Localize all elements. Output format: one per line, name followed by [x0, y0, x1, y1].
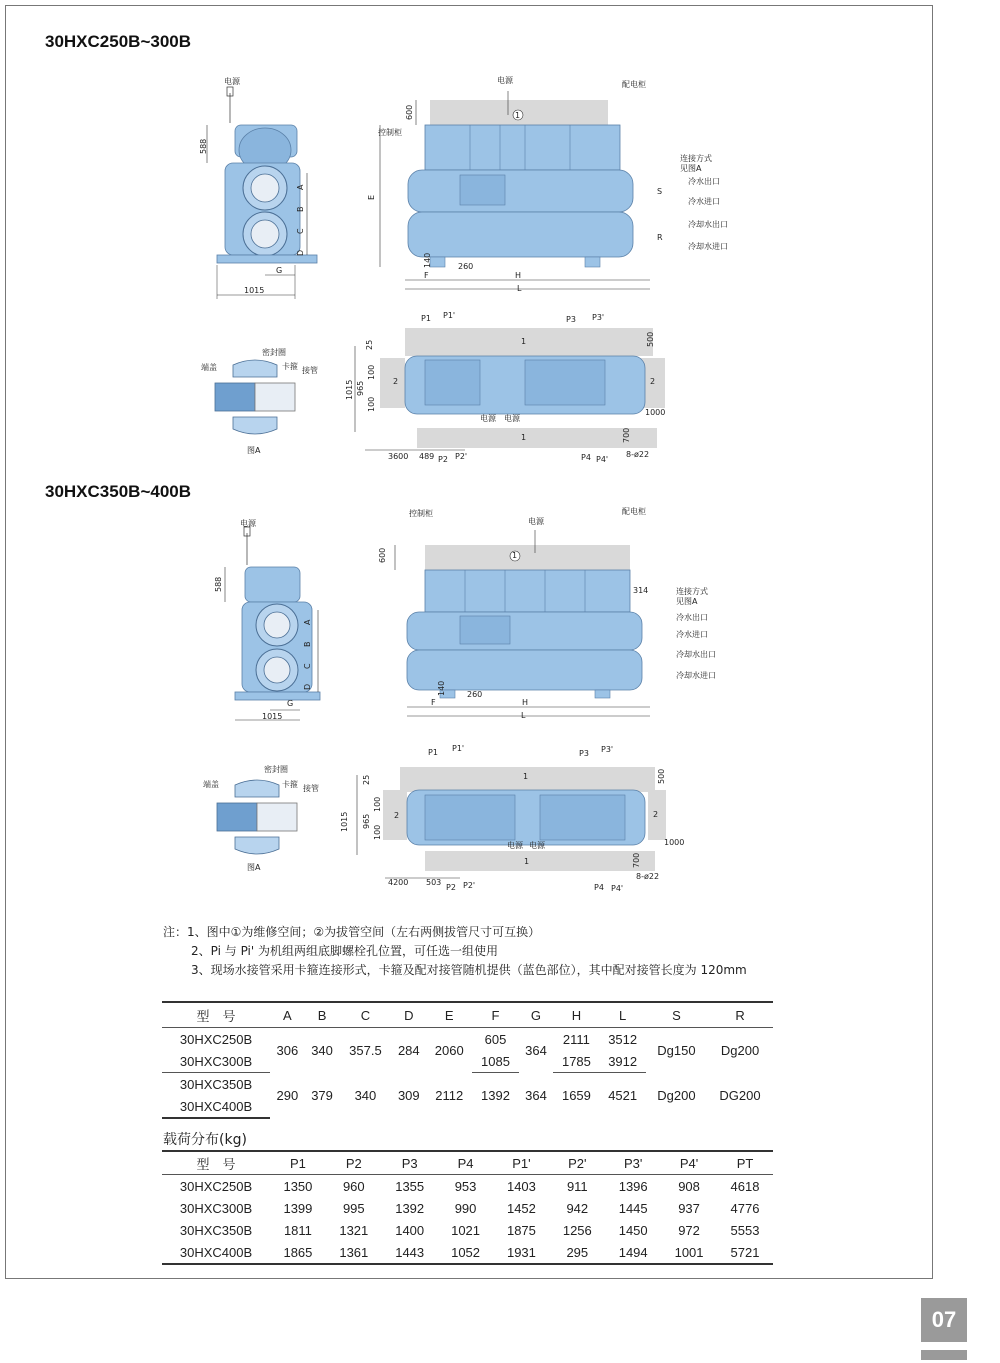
model-cell: 30HXC400B — [162, 1241, 270, 1264]
cell-H: 1785 — [553, 1050, 599, 1073]
cell-H: 1659 — [561, 1088, 591, 1103]
dim-3600: 3600 — [388, 452, 409, 461]
dim-H: H — [515, 271, 522, 280]
load-cell: 937 — [678, 1200, 700, 1216]
point-P4: P4 — [594, 883, 604, 892]
cell-H: 2111 — [562, 1031, 590, 1047]
dim-F: F — [424, 271, 429, 280]
pipe-label: 接管 — [303, 784, 319, 793]
chilled-water-outlet: 冷水出口 — [676, 613, 708, 622]
cell-L: 3512 — [608, 1031, 638, 1047]
load-cell: 953 — [454, 1178, 477, 1194]
dim-700: 700 — [622, 427, 631, 443]
cell-S: Dg200 — [657, 1087, 696, 1103]
col-header: P1' — [494, 1151, 550, 1175]
dim-E: E — [367, 194, 376, 200]
cell-L: 4521 — [608, 1088, 638, 1103]
load-cell: 972 — [678, 1222, 700, 1238]
load-cell: 942 — [566, 1200, 589, 1216]
power-label: 电源 — [224, 77, 240, 86]
model-cell: 30HXC350B — [179, 1076, 253, 1092]
plan-view-drawing — [345, 320, 675, 465]
cell-F: 1392 — [481, 1088, 510, 1103]
circle-1-label: 1 — [515, 111, 521, 120]
power-tag-1: 电源 — [480, 414, 496, 423]
cell-A: 306 — [276, 1042, 299, 1058]
dim-314: 314 — [633, 586, 649, 595]
point-P3: P3 — [566, 315, 576, 324]
circle-2-right: 2 — [653, 810, 659, 819]
load-cell: 1052 — [438, 1241, 494, 1264]
dim-A: A — [296, 184, 305, 190]
load-cell: 1355 — [395, 1178, 425, 1194]
col-header: 型 号 — [162, 1002, 270, 1028]
col-header: H — [553, 1002, 599, 1028]
distribution-panel-label: 配电柜 — [622, 507, 646, 516]
cell-A: 290 — [276, 1087, 299, 1103]
load-cell: 1001 — [661, 1241, 717, 1264]
cell-G: 364 — [525, 1042, 547, 1058]
load-cell: 5721 — [717, 1241, 773, 1264]
dim-1015: 1015 — [244, 286, 265, 295]
point-P1-prime: P1' — [443, 311, 456, 320]
figure-a-label: 图A — [247, 863, 261, 872]
cell-D: 309 — [397, 1087, 420, 1103]
circle-1-label: 1 — [512, 551, 518, 560]
col-header: 型 号 — [162, 1151, 270, 1175]
load-cell: 911 — [566, 1178, 588, 1194]
dim-1000: 1000 — [664, 838, 685, 847]
end-cap-label: 端盖 — [201, 363, 217, 372]
col-header: C — [339, 1002, 391, 1028]
col-header: L — [600, 1002, 646, 1028]
col-header: P3' — [605, 1151, 661, 1175]
load-cell: 908 — [678, 1178, 700, 1194]
dim-588: 588 — [214, 576, 223, 592]
cell-L: 3912 — [600, 1050, 646, 1073]
dim-B: B — [296, 206, 305, 212]
connection-label: 连接方式 — [680, 154, 712, 163]
figure-a-label: 图A — [247, 446, 261, 455]
circle-1-bottom: 1 — [524, 857, 530, 866]
circle-1-top: 1 — [521, 337, 527, 346]
dim-25: 25 — [365, 339, 374, 350]
model-cell: 30HXC350B — [179, 1222, 253, 1238]
power-tag-2: 电源 — [529, 841, 545, 850]
cell-F: 1085 — [472, 1050, 518, 1073]
connection-label: 连接方式 — [676, 587, 708, 596]
col-header: P1 — [270, 1151, 326, 1175]
distribution-panel-label: 配电柜 — [622, 80, 646, 89]
load-cell: 1256 — [562, 1222, 592, 1238]
dim-H: H — [522, 698, 529, 707]
model-cell: 30HXC250B — [179, 1178, 253, 1194]
load-cell: 1350 — [283, 1178, 313, 1194]
note-2: 2、Pi 与 Pi' 为机组两组底脚螺栓孔位置，可任选一组使用 — [191, 944, 498, 958]
dim-700: 700 — [632, 852, 641, 868]
dim-140: 140 — [437, 680, 446, 696]
cell-E: 2060 — [434, 1042, 464, 1058]
cell-R: DG200 — [719, 1087, 761, 1103]
dim-B: B — [303, 641, 312, 647]
page-number: 07 — [921, 1298, 967, 1342]
col-header: A — [270, 1002, 305, 1028]
power-label: 电源 — [240, 519, 256, 528]
table-row — [162, 1197, 773, 1219]
cell-S: Dg150 — [657, 1042, 696, 1058]
load-distribution-title: 载荷分布(kg) — [163, 1132, 247, 1148]
col-header: P3 — [382, 1151, 438, 1175]
point-P4-prime: P4' — [611, 884, 624, 893]
page-number-bar — [921, 1350, 967, 1360]
dim-1015: 1015 — [345, 379, 354, 400]
dimension-table — [162, 1001, 773, 1119]
clamp-label: 卡箍 — [282, 780, 298, 789]
load-cell: 1403 — [506, 1178, 536, 1194]
point-P2: P2 — [438, 455, 448, 464]
load-cell: 995 — [342, 1200, 365, 1216]
cell-C: 357.5 — [349, 1042, 382, 1058]
dim-965: 965 — [362, 813, 371, 829]
cell-B: 340 — [311, 1042, 333, 1058]
see-figure-a: 见图A — [676, 597, 698, 606]
dim-G: G — [287, 699, 294, 708]
load-cell: 4618 — [730, 1178, 760, 1194]
power-label-front: 电源 — [497, 76, 513, 85]
dim-600: 600 — [378, 547, 387, 563]
cooling-water-outlet: 冷却水出口 — [676, 650, 716, 659]
dim-D: D — [303, 683, 312, 690]
cell-G: 364 — [525, 1087, 547, 1103]
point-P2-prime: P2' — [455, 452, 468, 461]
cell-R: Dg200 — [720, 1042, 760, 1058]
load-cell: 1931 — [494, 1241, 550, 1264]
dim-500: 500 — [646, 331, 655, 347]
col-header: P2 — [326, 1151, 382, 1175]
load-cell: 1811 — [283, 1222, 312, 1238]
load-cell: 4776 — [730, 1200, 760, 1216]
cooling-water-outlet: 冷却水出口 — [688, 220, 728, 229]
point-P1: P1 — [428, 748, 438, 757]
col-header: P4 — [438, 1151, 494, 1175]
col-header: F — [472, 1002, 518, 1028]
dim-D: D — [296, 249, 305, 256]
side-view-drawing — [210, 515, 330, 725]
dim-260: 260 — [458, 262, 474, 271]
power-tag-1: 电源 — [507, 841, 523, 850]
load-cell: 1021 — [451, 1222, 481, 1238]
cell-F: 605 — [484, 1031, 507, 1047]
col-header: R — [707, 1002, 773, 1028]
load-cell: 1392 — [395, 1200, 425, 1216]
load-cell: 1361 — [326, 1241, 382, 1264]
dim-25: 25 — [362, 774, 371, 785]
point-P2: P2 — [446, 883, 456, 892]
chilled-water-inlet: 冷水进口 — [676, 630, 708, 639]
dim-4200: 4200 — [388, 878, 409, 887]
power-tag-2: 电源 — [504, 414, 520, 423]
cell-E: 2112 — [435, 1087, 464, 1103]
circle-2-right: 2 — [650, 377, 656, 386]
clamp-label: 卡箍 — [282, 362, 298, 371]
point-P4: P4 — [581, 453, 591, 462]
table-row — [162, 1219, 773, 1241]
cooling-water-inlet: 冷却水进口 — [688, 242, 728, 251]
col-header: P2' — [549, 1151, 605, 1175]
note-1: 注：1、图中①为维修空间；②为拔管空间（左右两侧拔管尺寸可互换） — [163, 925, 541, 939]
load-cell: 1396 — [618, 1178, 648, 1194]
col-header: E — [426, 1002, 472, 1028]
section-title: 30HXC350B~400B — [45, 482, 192, 501]
dim-100-lower: 100 — [373, 824, 382, 840]
load-cell: 1875 — [506, 1222, 536, 1238]
dim-503: 503 — [426, 878, 442, 887]
dim-G: G — [276, 266, 283, 275]
bolt-hole-spec: 8-ø22 — [636, 872, 660, 881]
circle-1-top: 1 — [523, 772, 529, 781]
dim-100-upper: 100 — [373, 796, 382, 812]
load-cell: 1445 — [618, 1200, 648, 1216]
dim-C: C — [296, 228, 305, 234]
dim-1015: 1015 — [262, 712, 283, 721]
seal-ring-label: 密封圈 — [264, 765, 288, 774]
load-cell: 1443 — [382, 1241, 438, 1264]
plan-view-drawing — [345, 755, 675, 890]
dim-100-upper: 100 — [367, 364, 376, 380]
load-cell: 1321 — [339, 1222, 369, 1238]
point-P4-prime: P4' — [596, 455, 609, 464]
cell-D: 284 — [397, 1042, 420, 1058]
load-cell: 1400 — [395, 1222, 425, 1238]
table-row — [162, 1028, 773, 1051]
point-P1: P1 — [421, 314, 431, 323]
dim-600: 600 — [405, 104, 414, 120]
load-cell: 990 — [454, 1200, 477, 1216]
model-cell: 30HXC300B — [162, 1050, 270, 1073]
dim-L: L — [517, 284, 522, 293]
dim-260: 260 — [467, 690, 483, 699]
col-header: B — [305, 1002, 340, 1028]
col-header: G — [519, 1002, 554, 1028]
note-3: 3、现场水接管采用卡箍连接形式，卡箍及配对接管随机提供（蓝色部位），其中配对接管长度为 120mm — [191, 963, 747, 977]
dim-500: 500 — [657, 768, 666, 784]
power-label-front: 电源 — [528, 517, 544, 526]
circle-2-left: 2 — [394, 811, 400, 820]
dim-1000: 1000 — [645, 408, 666, 417]
chilled-water-outlet: 冷水出口 — [688, 177, 720, 186]
model-cell: 30HXC250B — [179, 1031, 253, 1047]
dim-C: C — [303, 663, 312, 669]
dim-1015: 1015 — [340, 811, 349, 832]
dim-965: 965 — [356, 380, 365, 396]
cooling-water-inlet: 冷却水进口 — [676, 671, 716, 680]
point-P2-prime: P2' — [463, 881, 476, 890]
dim-L: L — [521, 711, 526, 720]
load-cell: 1865 — [270, 1241, 326, 1264]
dim-A: A — [303, 619, 312, 625]
model-cell: 30HXC400B — [162, 1095, 270, 1118]
model-cell: 30HXC300B — [179, 1200, 253, 1216]
pipe-label: 接管 — [302, 366, 318, 375]
col-header: D — [391, 1002, 426, 1028]
cell-C: 340 — [354, 1087, 377, 1103]
dim-F: F — [431, 698, 436, 707]
load-cell: 295 — [549, 1241, 605, 1264]
point-P3-prime: P3' — [601, 745, 614, 754]
col-header: PT — [717, 1151, 773, 1175]
load-cell: 1399 — [283, 1200, 313, 1216]
load-cell: 1494 — [605, 1241, 661, 1264]
col-header: S — [646, 1002, 707, 1028]
chilled-water-inlet: 冷水进口 — [688, 197, 720, 206]
control-panel-label: 控制柜 — [409, 509, 433, 518]
circle-1-bottom: 1 — [521, 433, 527, 442]
circle-2-left: 2 — [393, 377, 399, 386]
dim-489: 489 — [419, 452, 435, 461]
side-view-drawing — [195, 75, 335, 300]
point-P3-prime: P3' — [592, 313, 605, 322]
dim-588: 588 — [199, 138, 208, 154]
dim-100-lower: 100 — [367, 396, 376, 412]
load-cell: 1450 — [618, 1222, 648, 1238]
load-cell: 1452 — [506, 1200, 536, 1216]
col-header: P4' — [661, 1151, 717, 1175]
front-view-drawing — [375, 520, 665, 730]
point-P3: P3 — [579, 749, 589, 758]
dim-R: R — [657, 233, 663, 242]
bolt-hole-spec: 8-ø22 — [626, 450, 650, 459]
dim-S: S — [657, 187, 663, 196]
table-row — [162, 1241, 773, 1264]
dim-140: 140 — [423, 252, 432, 268]
section-title: 30HXC250B~300B — [45, 32, 192, 51]
seal-ring-label: 密封圈 — [262, 348, 286, 357]
notes — [163, 923, 747, 980]
load-cell: 5553 — [730, 1222, 760, 1238]
table-row — [162, 1073, 773, 1096]
end-cap-label: 端盖 — [203, 780, 219, 789]
load-cell: 960 — [342, 1178, 365, 1194]
control-panel-label: 控制柜 — [378, 128, 402, 137]
point-P1-prime: P1' — [452, 744, 465, 753]
table-row — [162, 1175, 773, 1198]
load-distribution-table — [162, 1150, 773, 1265]
cell-B: 379 — [311, 1087, 333, 1103]
see-figure-a: 见图A — [680, 164, 702, 173]
